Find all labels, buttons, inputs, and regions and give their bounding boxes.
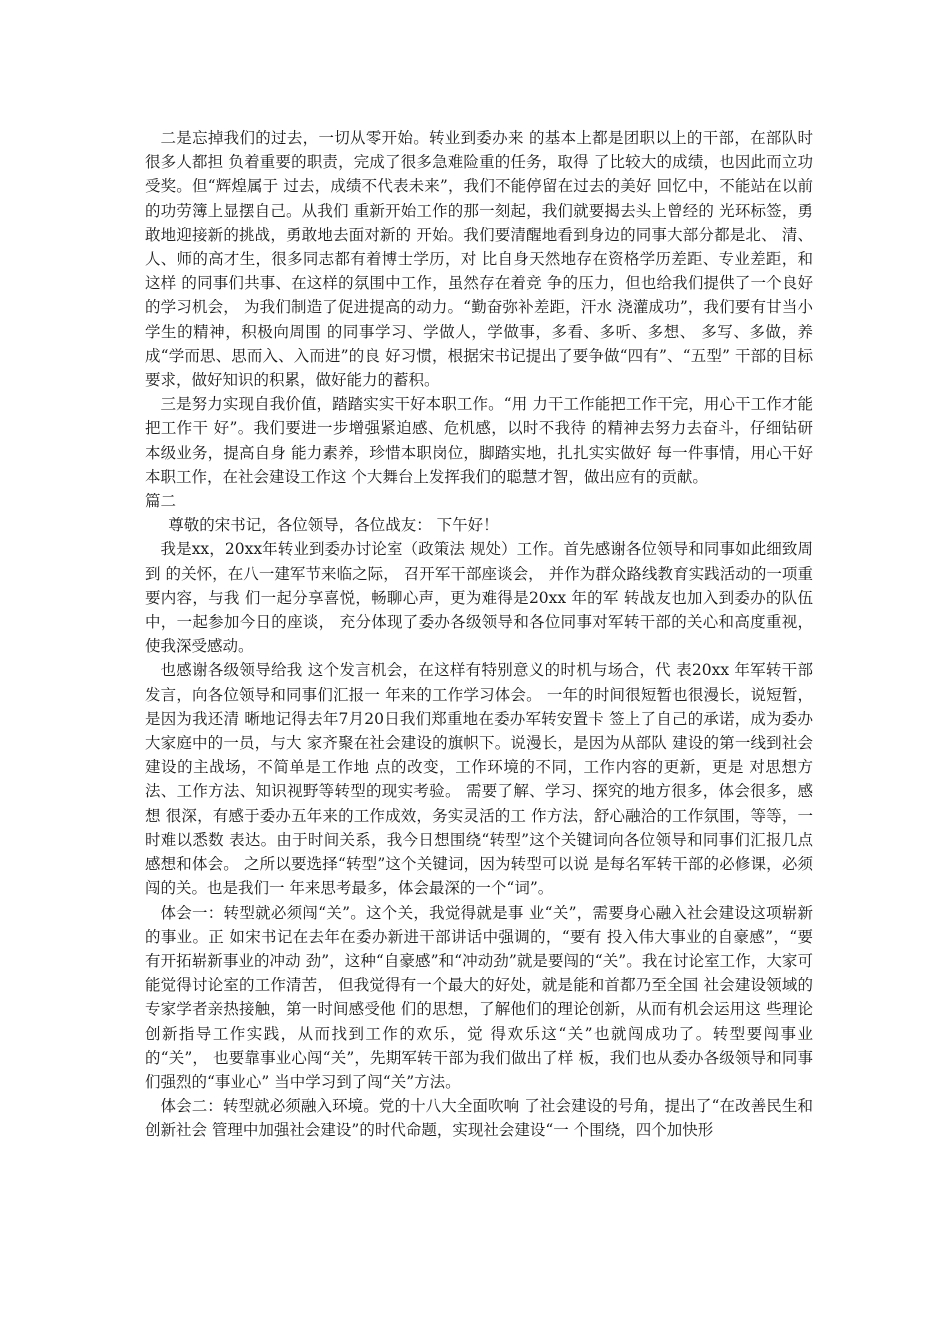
paragraph-part2-point2: 二是忘掉我们的过去，一切从零开始。转业到委办来 的基本上都是团职以上的干部，在部队时很多人都担 负着重要的职责，完成了很多急难险重的任务，取得 了比较大的成绩，也因此而立功受奖。但“辉煌属于 过去，成绩不代表未来”，我们不能停留在过去的美好 回忆中，不能站在以前的功劳簿上显摆自己。从我们 重新开始工作的那一刻起，我们就要揭去头上曾经的 光环标签，勇敢地迎接新的挑战，勇敢地去面对新的 开始。我们要清醒地看到身边的同事大部分都是北、 清、人、师的高才生，很多同志都有着博士学历，对 比自身天然地存在资格学历差距、专业差距，和这样 的同事们共事、在这样的氛围中工作，虽然存在着竞 争的压力，但也给我们提供了一个良好的学习机会， 为我们制造了促进提高的动力。“勤奋弥补差距，汗水 浇灌成功”，我们要有甘当小学生的精神，积极向周围 的同事学习、学做人，学做事，多看、多听、多想、 多写、多做，养成“学而思、思而入、入而进”的良 好习惯，根据宋书记提出了要争做“四有”、“五型” 干部的目标要求，做好知识的积累，做好能力的蓄积。: [145, 129, 813, 390]
paragraph-insight-two: 体会二：转型就必须融入环境。党的十八大全面吹响 了社会建设的号角，提出了“在改善民生和创新社会 管理中加强社会建设”的时代命题，实现社会建设“一 个围绕，四个加快形: [145, 1097, 813, 1140]
paragraph-part2-point3: 三是努力实现自我价值，踏踏实实干好本职工作。“用 力干工作能把工作干完，用心干工作才能把工作干 好”。我们要进一步增强紧迫感、危机感，以时不我待 的精神去努力去奋斗，仔细钻研本级业务，提高自身 能力素养，珍惜本职岗位，脚踏实地，扎扎实实做好 每一件事情，用心干好本职工作，在社会建设工作这 个大舞台上发挥我们的聪慧才智，做出应有的贡献。: [145, 395, 813, 486]
paragraph-introduction: 我是xx，20xx年转业到委办讨论室（政策法 规处）工作。首先感谢各位领导和同事如此细致周到 的关怀，在八一建军节来临之际， 召开军干部座谈会， 并作为群众路线教育实践活动的一项重要内容，与我 们一起分享喜悦，畅聊心声，更为难得是20xx 年的军 转战友也加入到委办的队伍中，一起参加今日的座谈， 充分体现了委办各级领导和各位同事对军转干部的关心和高度重视，使我深受感动。: [145, 540, 813, 656]
paragraph-insight-one: 体会一：转型就必须闯“关”。这个关，我觉得就是事 业“关”，需要身心融入社会建设这项崭新的事业。正 如宋书记在去年在委办新进干部讲话中强调的，“要有 投入伟大事业的自豪感”，“要有开拓崭新事业的冲动 劲”，这种“自豪感”和“冲动劲”就是要闯的“关”。我在讨论室工作，大家可能觉得讨论室的工作清苦， 但我觉得有一个最大的好处，就是能和首都乃至全国 社会建设领域的专家学者亲热接触，第一时间感受他 们的思想，了解他们的理论创新，从而有机会运用这 些理论创新指导工作实践，从而找到工作的欢乐，觉 得欢乐这“关”也就闯成功了。转型要闯事业的“关”， 也要靠事业心闯“关”，先期军转干部为我们做出了样 板，我们也从委办各级领导和同事们强烈的“事业心” 当中学习到了闯“关”方法。: [145, 903, 813, 1091]
paragraph-thanks: 也感谢各级领导给我 这个发言机会，在这样有特别意义的时机与场合，代 表20xx 年军转干部发言，向各位领导和同事们汇报一 年来的工作学习体会。 一年的时间很短暂也很漫长，说短暂，是因为我还清 晰地记得去年7月20日我们郑重地在委办军转安置卡 签上了自己的承诺，成为委办大家庭中的一员，与大 家齐聚在社会建设的旗帜下。说漫长，是因为从部队 建设的第一线到社会建设的主战场，不简单是工作地 点的改变，工作环境的不同，工作内容的更新，更是 对思想方法、工作方法、知识视野等转型的现实考验。 需要了解、学习、探究的地方很多，体会很多，感想 很深，有感于委办五年来的工作成效，务实灵活的工 作方法，舒心融洽的工作氛围，等等，一时难以悉数 表达。由于时间关系，我今日想围绕“转型”这个关键词向各位领导和同事们汇报几点感想和体会。 之所以要选择“转型”这个关键词，因为转型可以说 是每名军转干部的必修课，必须闯的关。也是我们一 年来思考最多，体会最深的一个“词”。: [145, 661, 813, 898]
document-body: [145, 126, 813, 1143]
greeting-line: 尊敬的宋书记，各位领导，各位战友： 下午好！: [168, 516, 499, 535]
section-heading: 篇二: [145, 492, 177, 511]
